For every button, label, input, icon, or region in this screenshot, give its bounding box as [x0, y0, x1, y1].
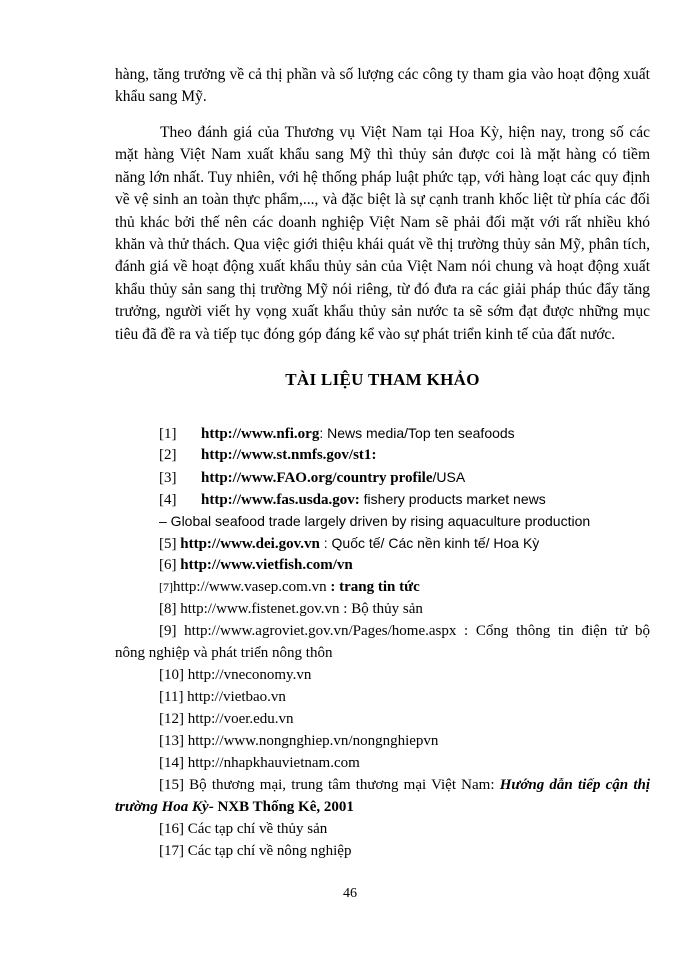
reference-1-link[interactable]: http://www.nfi.org — [201, 426, 320, 442]
references-heading: TÀI LIỆU THAM KHẢO — [285, 370, 480, 389]
reference-2-link[interactable]: http://www.st.nmfs.gov/st1 — [201, 447, 372, 463]
reference-4-link[interactable]: http://www.fas.usda.gov: — [201, 492, 360, 508]
paragraph-1: hàng, tăng trưởng về cả thị phần và số lượng các công ty tham gia vào hoạt động xuất khẩu sang Mỹ. — [115, 66, 650, 106]
reference-6-link[interactable]: http://www.vietfish.com/vn — [180, 557, 353, 573]
page-number: 46 — [343, 886, 357, 901]
reference-8: [8] http://www.fistenet.gov.vn : Bộ thủy sản — [159, 601, 423, 617]
reference-10: [10] http://vneconomy.vn — [159, 667, 312, 683]
reference-7-link[interactable]: http://www.vasep.com.vn — [173, 579, 327, 595]
reference-13: [13] http://www.nongnghiep.vn/nongnghiepvn — [159, 733, 439, 749]
reference-11: [11] http://vietbao.vn — [159, 689, 286, 705]
reference-15: [15] Bộ thương mại, trung tâm thương mại Việt Nam: Hướng dẫn tiếp cận thị trường Hoa Kỳ- NXB Thống Kê, 2001 — [115, 777, 650, 815]
paragraph-2: Theo đánh giá của Thương vụ Việt Nam tại Hoa Kỳ, hiện nay, trong số các mặt hàng Việt Nam xuất khẩu sang Mỹ thì thủy sản được coi là mặt hàng có tiềm năng lớn nhất. Tuy nhiên, với hệ thống pháp luật phức tạp, với hàng loạt các quy định về vệ sinh an toàn thực phẩm,..., và đặc biệt là sự cạnh tranh khốc liệt từ phía các đối thủ khác bởi thế nên các doanh nghiệp Việt Nam sẽ phải đối mặt với rất nhiều khó khăn và thử thách. Qua việc giới thiệu khái quát về thị trường thủy sản Mỹ, phân tích, đánh giá về hoạt động xuất khẩu thủy sản của Việt Nam nói chung và hoạt động xuất khẩu thủy sản sang thị trường Mỹ nói riêng, từ đó đưa ra các giải pháp thúc đẩy tăng trưởng, người viết hy vọng xuất khẩu thủy sản nước ta sẽ sớm đạt được những mục tiêu đã đề ra và tiếp tục đóng góp đáng kể vào sự phát triển kinh tế của đất nước. — [115, 124, 650, 343]
reference-4-subitem: – Global seafood trade largely driven by rising aquaculture production — [159, 513, 591, 529]
reference-7: [7]http://www.vasep.com.vn : trang tin tức — [159, 579, 420, 595]
reference-2: [2] http://www.st.nmfs.gov/st1: — [159, 447, 377, 463]
reference-list — [115, 422, 650, 862]
reference-17: [17] Các tạp chí về nông nghiệp — [159, 843, 352, 859]
reference-15-title: Hướng dẫn tiếp cận thị trường Hoa Kỳ — [115, 777, 650, 815]
reference-14: [14] http://nhapkhauvietnam.com — [159, 755, 360, 771]
reference-12: [12] http://voer.edu.vn — [159, 711, 294, 727]
reference-4: [4] http://www.fas.usda.gov: fishery products market news — [159, 491, 546, 508]
reference-1: [1] http://www.nfi.org: News media/Top ten seafoods — [159, 425, 515, 442]
reference-6: [6] http://www.vietfish.com/vn — [159, 557, 353, 573]
reference-9: [9] http://www.agroviet.gov.vn/Pages/home.aspx : Cổng thông tin điện tử bộ nông nghiệp và phát triển nông thôn — [115, 623, 650, 661]
reference-16: [16] Các tạp chí về thủy sản — [159, 821, 328, 837]
reference-3: [3] http://www.FAO.org/country profile/USA — [159, 469, 466, 486]
reference-5-link[interactable]: http://www.dei.gov.vn — [180, 536, 320, 552]
reference-5: [5] http://www.dei.gov.vn : Quốc tế/ Các nền kinh tế/ Hoa Kỳ — [159, 535, 540, 552]
reference-3-link[interactable]: http://www.FAO.org/country profile — [201, 470, 433, 486]
